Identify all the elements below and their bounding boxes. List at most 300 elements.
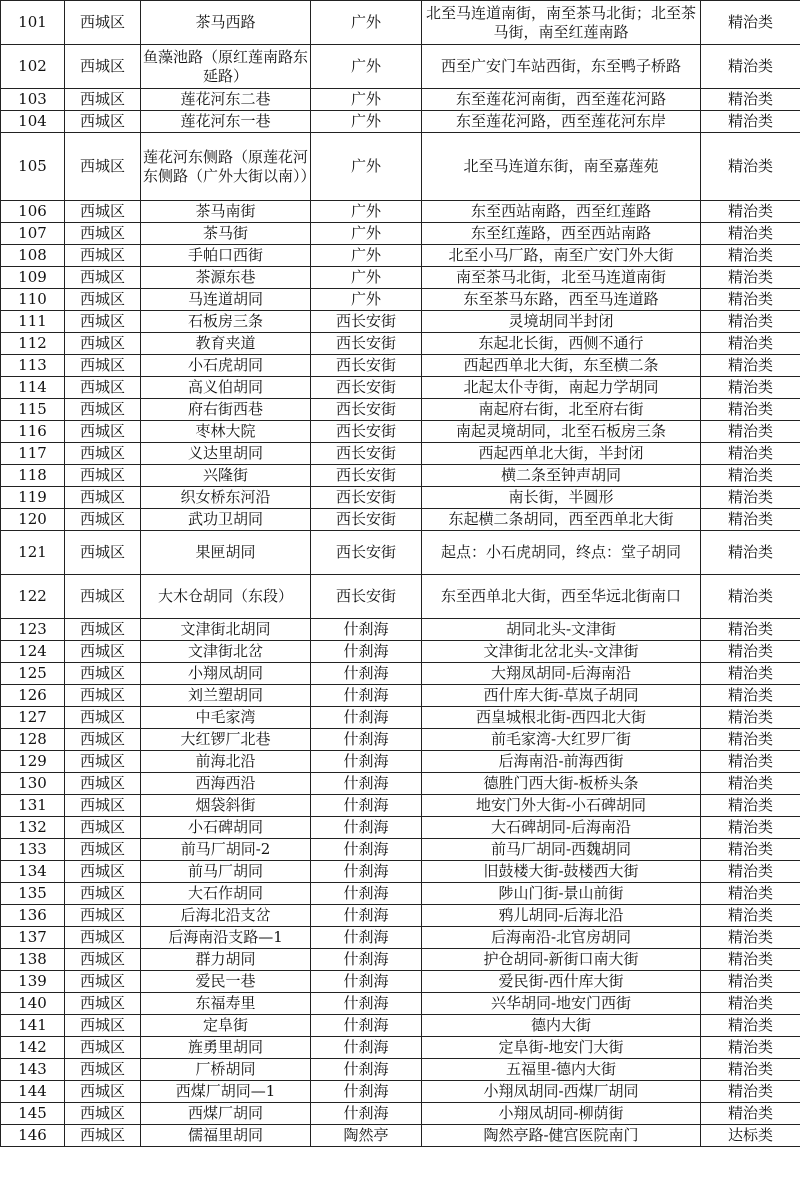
table-row [1, 465, 800, 487]
area-cell: 什刹海 [311, 663, 422, 685]
category-cell: 精治类 [701, 421, 800, 443]
category-cell: 精治类 [701, 641, 800, 663]
table-row [1, 45, 800, 89]
road-extent-cell: 东起北长街，西侧不通行 [422, 333, 701, 355]
road-extent-cell: 东至西站南路，西至红莲路 [422, 201, 701, 223]
district-cell: 西城区 [65, 45, 141, 89]
road-extent-cell: 西起西单北大街，东至横二条 [422, 355, 701, 377]
district-cell: 西城区 [65, 89, 141, 111]
road-extent-cell: 南长街，半圆形 [422, 487, 701, 509]
road-extent-cell: 起点：小石虎胡同，终点：堂子胡同 [422, 531, 701, 575]
table-row [1, 685, 800, 707]
area-cell: 西长安街 [311, 421, 422, 443]
table-row [1, 949, 800, 971]
row-number: 133 [1, 839, 65, 861]
category-cell: 精治类 [701, 1, 800, 45]
table-row [1, 509, 800, 531]
row-number: 121 [1, 531, 65, 575]
district-cell: 西城区 [65, 1015, 141, 1037]
area-cell: 什刹海 [311, 729, 422, 751]
category-cell: 精治类 [701, 707, 800, 729]
district-cell: 西城区 [65, 421, 141, 443]
road-name-cell: 府右街西巷 [141, 399, 311, 421]
road-extent-cell: 东至茶马东路，西至马连道路 [422, 289, 701, 311]
category-cell: 精治类 [701, 883, 800, 905]
area-cell: 广外 [311, 267, 422, 289]
area-cell: 西长安街 [311, 443, 422, 465]
category-cell: 精治类 [701, 311, 800, 333]
category-cell: 精治类 [701, 399, 800, 421]
row-number: 146 [1, 1125, 65, 1147]
table-row [1, 1125, 800, 1147]
row-number: 141 [1, 1015, 65, 1037]
table-row [1, 817, 800, 839]
row-number: 134 [1, 861, 65, 883]
category-cell: 精治类 [701, 223, 800, 245]
row-number: 122 [1, 575, 65, 619]
table-row [1, 1059, 800, 1081]
district-cell: 西城区 [65, 133, 141, 201]
road-name-cell: 武功卫胡同 [141, 509, 311, 531]
row-number: 114 [1, 377, 65, 399]
row-number: 136 [1, 905, 65, 927]
district-cell: 西城区 [65, 311, 141, 333]
road-name-cell: 爱民一巷 [141, 971, 311, 993]
road-name-cell: 旌勇里胡同 [141, 1037, 311, 1059]
road-extent-cell: 北至马连道东街，南至嘉莲苑 [422, 133, 701, 201]
table-row [1, 245, 800, 267]
road-name-cell: 东福寿里 [141, 993, 311, 1015]
district-cell: 西城区 [65, 267, 141, 289]
area-cell: 西长安街 [311, 465, 422, 487]
road-name-cell: 儒福里胡同 [141, 1125, 311, 1147]
area-cell: 广外 [311, 89, 422, 111]
row-number: 137 [1, 927, 65, 949]
category-cell: 精治类 [701, 861, 800, 883]
table-row [1, 1, 800, 45]
district-cell: 西城区 [65, 289, 141, 311]
category-cell: 精治类 [701, 619, 800, 641]
road-extent-cell: 北至小马厂路，南至广安门外大街 [422, 245, 701, 267]
table-row [1, 1037, 800, 1059]
category-cell: 精治类 [701, 773, 800, 795]
table-row [1, 531, 800, 575]
road-name-cell: 马连道胡同 [141, 289, 311, 311]
district-cell: 西城区 [65, 487, 141, 509]
road-extent-cell: 后海南沿-北官房胡同 [422, 927, 701, 949]
road-extent-cell: 南至茶马北街，北至马连道南街 [422, 267, 701, 289]
road-name-cell: 莲花河东一巷 [141, 111, 311, 133]
area-cell: 广外 [311, 45, 422, 89]
area-cell: 什刹海 [311, 927, 422, 949]
road-name-cell: 文津街北岔 [141, 641, 311, 663]
area-cell: 广外 [311, 289, 422, 311]
road-name-cell: 手帕口西街 [141, 245, 311, 267]
table-row [1, 729, 800, 751]
area-cell: 什刹海 [311, 795, 422, 817]
table-row [1, 133, 800, 201]
area-cell: 西长安街 [311, 531, 422, 575]
road-name-cell: 后海南沿支路—1 [141, 927, 311, 949]
area-cell: 什刹海 [311, 905, 422, 927]
road-extent-cell: 大石碑胡同-后海南沿 [422, 817, 701, 839]
row-number: 125 [1, 663, 65, 685]
category-cell: 精治类 [701, 289, 800, 311]
road-extent-cell: 兴华胡同-地安门西街 [422, 993, 701, 1015]
row-number: 131 [1, 795, 65, 817]
road-extent-cell: 北至马连道南街，南至茶马北街；北至茶马街，南至红莲南路 [422, 1, 701, 45]
category-cell: 精治类 [701, 575, 800, 619]
road-extent-cell: 后海南沿-前海西街 [422, 751, 701, 773]
category-cell: 精治类 [701, 1103, 800, 1125]
category-cell: 精治类 [701, 905, 800, 927]
table-row [1, 861, 800, 883]
road-name-cell: 烟袋斜街 [141, 795, 311, 817]
area-cell: 西长安街 [311, 333, 422, 355]
row-number: 105 [1, 133, 65, 201]
district-cell: 西城区 [65, 465, 141, 487]
district-cell: 西城区 [65, 245, 141, 267]
table-row [1, 663, 800, 685]
district-cell: 西城区 [65, 1, 141, 45]
table-row [1, 333, 800, 355]
table-row [1, 399, 800, 421]
district-cell: 西城区 [65, 905, 141, 927]
table-row [1, 487, 800, 509]
area-cell: 广外 [311, 201, 422, 223]
road-name-cell: 石板房三条 [141, 311, 311, 333]
category-cell: 精治类 [701, 751, 800, 773]
table-row [1, 751, 800, 773]
table-row [1, 575, 800, 619]
row-number: 108 [1, 245, 65, 267]
district-cell: 西城区 [65, 575, 141, 619]
row-number: 119 [1, 487, 65, 509]
road-extent-cell: 爱民街-西什库大街 [422, 971, 701, 993]
row-number: 129 [1, 751, 65, 773]
district-cell: 西城区 [65, 729, 141, 751]
district-cell: 西城区 [65, 949, 141, 971]
area-cell: 广外 [311, 133, 422, 201]
area-cell: 什刹海 [311, 1015, 422, 1037]
road-name-cell: 后海北沿支岔 [141, 905, 311, 927]
road-extent-cell: 东至西单北大街，西至华远北街南口 [422, 575, 701, 619]
category-cell: 精治类 [701, 377, 800, 399]
table-row [1, 619, 800, 641]
category-cell: 精治类 [701, 355, 800, 377]
road-extent-cell: 西至广安门车站西街，东至鸭子桥路 [422, 45, 701, 89]
row-number: 115 [1, 399, 65, 421]
area-cell: 什刹海 [311, 1103, 422, 1125]
area-cell: 什刹海 [311, 641, 422, 663]
district-cell: 西城区 [65, 1103, 141, 1125]
road-name-cell: 果匣胡同 [141, 531, 311, 575]
road-name-cell: 刘兰塑胡同 [141, 685, 311, 707]
area-cell: 什刹海 [311, 883, 422, 905]
road-extent-cell: 文津街北岔北头-文津街 [422, 641, 701, 663]
category-cell: 精治类 [701, 795, 800, 817]
road-extent-cell: 西皇城根北街-西四北大街 [422, 707, 701, 729]
category-cell: 精治类 [701, 663, 800, 685]
table-row [1, 89, 800, 111]
road-extent-cell: 鸦儿胡同-后海北沿 [422, 905, 701, 927]
road-name-cell: 群力胡同 [141, 949, 311, 971]
table-row [1, 1081, 800, 1103]
road-name-cell: 教育夹道 [141, 333, 311, 355]
table-row [1, 111, 800, 133]
road-name-cell: 茶马南街 [141, 201, 311, 223]
area-cell: 陶然亭 [311, 1125, 422, 1147]
row-number: 110 [1, 289, 65, 311]
district-cell: 西城区 [65, 993, 141, 1015]
table-row [1, 641, 800, 663]
area-cell: 西长安街 [311, 575, 422, 619]
road-name-cell: 定阜街 [141, 1015, 311, 1037]
area-cell: 西长安街 [311, 355, 422, 377]
row-number: 109 [1, 267, 65, 289]
category-cell: 精治类 [701, 333, 800, 355]
district-cell: 西城区 [65, 1081, 141, 1103]
area-cell: 什刹海 [311, 839, 422, 861]
area-cell: 西长安街 [311, 311, 422, 333]
road-name-cell: 中毛家湾 [141, 707, 311, 729]
row-number: 102 [1, 45, 65, 89]
row-number: 116 [1, 421, 65, 443]
area-cell: 西长安街 [311, 487, 422, 509]
area-cell: 广外 [311, 111, 422, 133]
road-name-cell: 鱼藻池路（原红莲南路东延路） [141, 45, 311, 89]
road-name-cell: 兴隆街 [141, 465, 311, 487]
district-cell: 西城区 [65, 883, 141, 905]
district-cell: 西城区 [65, 773, 141, 795]
road-extent-cell: 南起府右街，北至府右街 [422, 399, 701, 421]
road-extent-cell: 横二条至钟声胡同 [422, 465, 701, 487]
row-number: 101 [1, 1, 65, 45]
row-number: 139 [1, 971, 65, 993]
category-cell: 精治类 [701, 465, 800, 487]
road-extent-cell: 北起太仆寺街，南起力学胡同 [422, 377, 701, 399]
table-row [1, 443, 800, 465]
category-cell: 精治类 [701, 45, 800, 89]
category-cell: 精治类 [701, 531, 800, 575]
category-cell: 达标类 [701, 1125, 800, 1147]
table-row [1, 289, 800, 311]
table-row [1, 267, 800, 289]
category-cell: 精治类 [701, 685, 800, 707]
road-name-cell: 高义伯胡同 [141, 377, 311, 399]
road-name-cell: 大红锣厂北巷 [141, 729, 311, 751]
district-cell: 西城区 [65, 839, 141, 861]
road-extent-cell: 陶然亭路-健宫医院南门 [422, 1125, 701, 1147]
district-cell: 西城区 [65, 971, 141, 993]
area-cell: 广外 [311, 1, 422, 45]
district-cell: 西城区 [65, 509, 141, 531]
row-number: 138 [1, 949, 65, 971]
category-cell: 精治类 [701, 971, 800, 993]
district-cell: 西城区 [65, 641, 141, 663]
area-cell: 什刹海 [311, 751, 422, 773]
road-extent-cell: 西什库大街-草岚子胡同 [422, 685, 701, 707]
category-cell: 精治类 [701, 1037, 800, 1059]
road-extent-cell: 胡同北头-文津街 [422, 619, 701, 641]
row-number: 113 [1, 355, 65, 377]
road-extent-cell: 前毛家湾-大红罗厂街 [422, 729, 701, 751]
row-number: 142 [1, 1037, 65, 1059]
row-number: 130 [1, 773, 65, 795]
row-number: 135 [1, 883, 65, 905]
category-cell: 精治类 [701, 949, 800, 971]
category-cell: 精治类 [701, 729, 800, 751]
table-row [1, 883, 800, 905]
category-cell: 精治类 [701, 1059, 800, 1081]
road-extent-cell: 护仓胡同-新街口南大街 [422, 949, 701, 971]
road-name-cell: 大木仓胡同（东段） [141, 575, 311, 619]
district-cell: 西城区 [65, 201, 141, 223]
district-cell: 西城区 [65, 111, 141, 133]
district-cell: 西城区 [65, 795, 141, 817]
row-number: 128 [1, 729, 65, 751]
table-row [1, 839, 800, 861]
road-extent-cell: 小翔凤胡同-柳荫街 [422, 1103, 701, 1125]
road-extent-cell: 小翔凤胡同-西煤厂胡同 [422, 1081, 701, 1103]
category-cell: 精治类 [701, 443, 800, 465]
road-name-cell: 西煤厂胡同—1 [141, 1081, 311, 1103]
table-row [1, 927, 800, 949]
row-number: 144 [1, 1081, 65, 1103]
category-cell: 精治类 [701, 839, 800, 861]
district-cell: 西城区 [65, 817, 141, 839]
district-cell: 西城区 [65, 531, 141, 575]
road-extent-cell: 南起灵境胡同，北至石板房三条 [422, 421, 701, 443]
area-cell: 西长安街 [311, 509, 422, 531]
road-name-cell: 小石虎胡同 [141, 355, 311, 377]
category-cell: 精治类 [701, 1081, 800, 1103]
road-name-cell: 文津街北胡同 [141, 619, 311, 641]
area-cell: 什刹海 [311, 1059, 422, 1081]
road-name-cell: 大石作胡同 [141, 883, 311, 905]
row-number: 124 [1, 641, 65, 663]
road-name-cell: 厂桥胡同 [141, 1059, 311, 1081]
district-cell: 西城区 [65, 685, 141, 707]
table-row [1, 1015, 800, 1037]
area-cell: 什刹海 [311, 817, 422, 839]
row-number: 140 [1, 993, 65, 1015]
category-cell: 精治类 [701, 927, 800, 949]
row-number: 126 [1, 685, 65, 707]
row-number: 112 [1, 333, 65, 355]
category-cell: 精治类 [701, 111, 800, 133]
road-name-cell: 莲花河东侧路（原莲花河东侧路（广外大街以南）） [141, 133, 311, 201]
row-number: 143 [1, 1059, 65, 1081]
row-number: 123 [1, 619, 65, 641]
road-name-cell: 枣林大院 [141, 421, 311, 443]
road-extent-cell: 德内大街 [422, 1015, 701, 1037]
road-extent-cell: 旧鼓楼大街-鼓楼西大街 [422, 861, 701, 883]
district-cell: 西城区 [65, 355, 141, 377]
table-body [1, 1, 800, 1147]
area-cell: 什刹海 [311, 619, 422, 641]
table-row [1, 971, 800, 993]
district-cell: 西城区 [65, 1125, 141, 1147]
road-name-cell: 小石碑胡同 [141, 817, 311, 839]
district-cell: 西城区 [65, 663, 141, 685]
area-cell: 什刹海 [311, 1037, 422, 1059]
category-cell: 精治类 [701, 133, 800, 201]
road-extent-cell: 东起横二条胡同，西至西单北大街 [422, 509, 701, 531]
row-number: 132 [1, 817, 65, 839]
district-cell: 西城区 [65, 861, 141, 883]
district-cell: 西城区 [65, 927, 141, 949]
road-extent-cell: 定阜街-地安门大街 [422, 1037, 701, 1059]
row-number: 145 [1, 1103, 65, 1125]
row-number: 117 [1, 443, 65, 465]
district-cell: 西城区 [65, 619, 141, 641]
category-cell: 精治类 [701, 817, 800, 839]
road-extent-cell: 西起西单北大街，半封闭 [422, 443, 701, 465]
row-number: 104 [1, 111, 65, 133]
table-row [1, 421, 800, 443]
table-row [1, 355, 800, 377]
category-cell: 精治类 [701, 245, 800, 267]
road-name-cell: 茶源东巷 [141, 267, 311, 289]
road-name-cell: 西海西沿 [141, 773, 311, 795]
table-row [1, 773, 800, 795]
row-number: 111 [1, 311, 65, 333]
road-extent-cell: 东至莲花河路，西至莲花河东岸 [422, 111, 701, 133]
row-number: 118 [1, 465, 65, 487]
district-cell: 西城区 [65, 333, 141, 355]
area-cell: 什刹海 [311, 1081, 422, 1103]
category-cell: 精治类 [701, 201, 800, 223]
area-cell: 什刹海 [311, 861, 422, 883]
road-extent-cell: 德胜门西大街-板桥头条 [422, 773, 701, 795]
road-name-cell: 小翔凤胡同 [141, 663, 311, 685]
row-number: 120 [1, 509, 65, 531]
area-cell: 什刹海 [311, 707, 422, 729]
road-extent-cell: 前马厂胡同-西魏胡同 [422, 839, 701, 861]
road-name-cell: 前海北沿 [141, 751, 311, 773]
category-cell: 精治类 [701, 1015, 800, 1037]
district-cell: 西城区 [65, 1037, 141, 1059]
road-name-cell: 茶马街 [141, 223, 311, 245]
area-cell: 什刹海 [311, 949, 422, 971]
district-cell: 西城区 [65, 443, 141, 465]
road-extent-cell: 大翔凤胡同-后海南沿 [422, 663, 701, 685]
table-row [1, 223, 800, 245]
table-row [1, 311, 800, 333]
table-row [1, 905, 800, 927]
area-cell: 什刹海 [311, 971, 422, 993]
road-name-cell: 茶马西路 [141, 1, 311, 45]
area-cell: 西长安街 [311, 399, 422, 421]
category-cell: 精治类 [701, 509, 800, 531]
road-extent-cell: 东至红莲路，西至西站南路 [422, 223, 701, 245]
road-name-cell: 前马厂胡同 [141, 861, 311, 883]
road-extent-cell: 地安门外大街-小石碑胡同 [422, 795, 701, 817]
table-row [1, 1103, 800, 1125]
district-cell: 西城区 [65, 223, 141, 245]
road-name-cell: 前马厂胡同-2 [141, 839, 311, 861]
road-extent-cell: 五福里-德内大街 [422, 1059, 701, 1081]
district-cell: 西城区 [65, 751, 141, 773]
table-row [1, 993, 800, 1015]
area-cell: 广外 [311, 245, 422, 267]
table-row [1, 707, 800, 729]
row-number: 103 [1, 89, 65, 111]
table-row [1, 201, 800, 223]
road-extent-cell: 陟山门街-景山前街 [422, 883, 701, 905]
category-cell: 精治类 [701, 487, 800, 509]
